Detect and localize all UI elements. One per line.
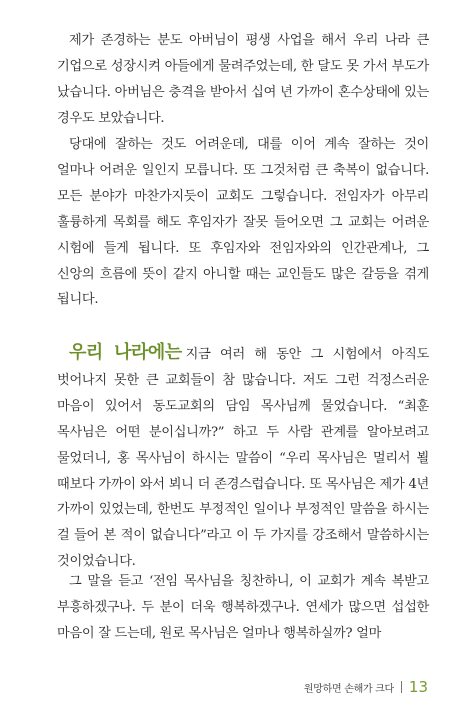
body-paragraph-1: 제가 존경하는 분도 아버님이 평생 사업을 해서 우리 나라 큰 기업으로 성장시켜 아들에게 물려주었는데, 한 달도 못 가서 부도가 났습니다. 아버님은 충격을 받아서 십여 년 가까이 혼수상태에 있는 경우도 보았습니다. (57, 33, 429, 126)
body-paragraph-1-block (57, 28, 429, 132)
body-paragraph-4: 그 말을 듣고 ‘전임 목사님을 칭찬하니, 이 교회가 계속 복받고 부흥하겠구나. 두 분이 더욱 행복하겠구나. 연세가 많으면 섭섭한 마음이 잘 드는데, 원로 목사님은 얼마나 행복하실까? 얼마 (57, 574, 429, 641)
body-paragraph-3-wrapper (57, 340, 429, 575)
footer-divider (401, 681, 402, 693)
running-title: 원망하면 손해가 크다 (303, 683, 394, 695)
page-footer (304, 678, 428, 696)
page-number: 13 (408, 678, 428, 696)
body-paragraph-3-block (57, 340, 429, 575)
paragraph-lead-phrase: 우리 나라에는 (69, 342, 182, 363)
body-paragraph-2-block (57, 132, 429, 313)
body-paragraph-2: 당대에 잘하는 것도 어려운데, 대를 이어 계속 잘하는 것이 얼마나 어려운 일인지 모릅니다. 또 그것처럼 큰 축복이 없습니다. 모든 분야가 마찬가지듯이 교회도 그렇습니다. 전임자가 아무리 훌륭하게 목회를 해도 후임자가 잘못 들어오면 그 교회는 어려운 시험에 들게 됩니다. 또 후임자와 전임자와의 인간관계나, 그 신앙의 흐름에 뜻이 같지 아니할 때는 교인들도 많은 갈등을 겪게 됩니다. (57, 137, 429, 308)
body-paragraph-3: 지금 여러 해 동안 그 시험에서 아직도 벗어나지 못한 큰 교회들이 참 많습니다. 저도 그런 걱정스러운 마음이 있어서 동도교회의 담임 목사님께 물었습니다. “최훈 목사님은 어떤 분이십니까?” 하고 두 사람 관계를 알아보려고 물었더니, 홍 목사님이 하시는 말씀이 “우리 목사님은 멀리서 뵐 때보다 가까이 와서 뵈니 더 존경스럽습니다. 또 목사님은 제가 4년 가까이 있었는데, 한번도 부정적인 일이나 부정적인 말씀을 하시는 걸 들어 본 적이 없습니다”라고 이 두 가지를 강조해서 말씀하시는 것이었습니다. (57, 347, 429, 570)
body-paragraph-4-block (57, 569, 429, 647)
